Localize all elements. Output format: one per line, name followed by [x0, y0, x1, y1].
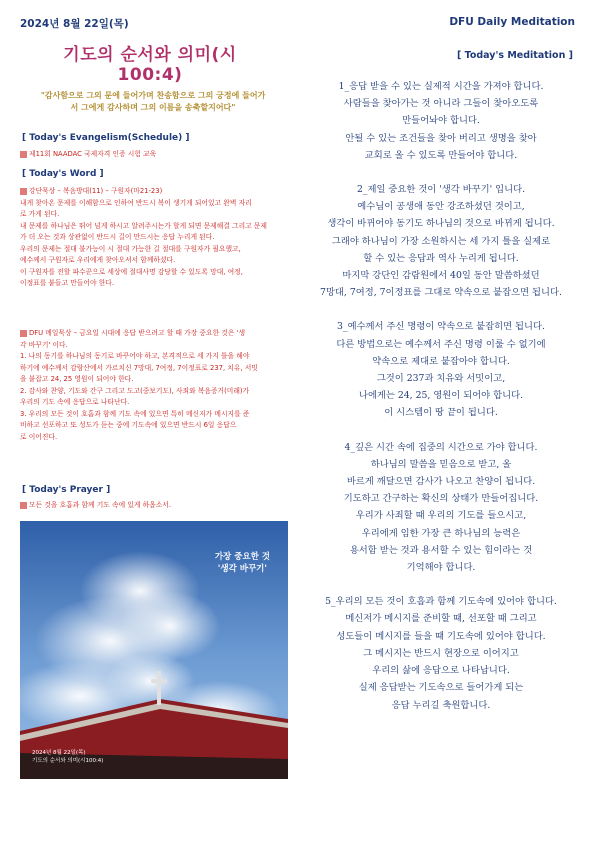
word-line: 내게 찾아온 문제를 이해함으로 인하여 반드시 복이 생기게 되어있고 완벽 자리: [20, 198, 252, 207]
meditation-line: 마지막 강단인 감람원에서 40일 동안 말씀하셨던: [342, 270, 540, 282]
meditation-line: 그것이 237과 치유와 서밋이고,: [376, 373, 506, 385]
word-line: 2. 감사와 찬양, 기도와 간구 그리고 도고(중보기도), 사죄와 복음증거(미래)가: [20, 386, 250, 395]
meditation-paragraph-2: [300, 181, 582, 301]
header-date: 2024년 8월 22일(목): [20, 18, 129, 30]
word-item-1: [20, 186, 290, 290]
header-brand: DFU Daily Meditation: [449, 16, 575, 28]
bullet-square-icon: [20, 151, 27, 158]
page-title: 기도의 순서와 의미(시100:4): [63, 45, 237, 85]
meditation-body: [300, 78, 582, 731]
evangelism-text: [20, 149, 290, 161]
meditation-line: 2_제일 중요한 것이 '생각 바꾸기' 입니다.: [356, 184, 526, 196]
meditation-paragraph-4: [300, 439, 582, 577]
meditation-line: 메신저가 메시지를 준비할 때, 선포할 때 그리고: [345, 613, 537, 625]
meditation-line: 기도하고 간구하는 확신의 상태가 만들어집니다.: [343, 493, 539, 505]
meditation-line: 7망대, 7여정, 7이정표를 그대로 약속으로 붙잡으면 됩니다.: [320, 287, 562, 299]
bullet-square-icon: [20, 188, 27, 195]
word-line: 이 구원자를 전할 파수꾼으로 세상에 절대사명 감당할 수 있도록 망대, 여정,: [20, 267, 243, 276]
meditation-line: 이 시스템이 땅 끝이 됩니다.: [384, 407, 498, 419]
meditation-heading: [ Today's Meditation ]: [456, 50, 573, 61]
word-line: 하기에 예수께서 감람산에서 가르치신 7망대, 7여정, 7이정표로 237, 치유, 서밋: [20, 363, 258, 372]
meditation-line: 실제 응답받는 기도속으로 들어가게 되는: [358, 682, 524, 694]
meditation-line: 하나님의 말씀을 믿음으로 받고, 올: [370, 458, 512, 470]
word-line: 우리의 기도 속에 응답으로 나타난다.: [20, 398, 130, 406]
meditation-line: 예수님이 공생애 동안 강조하셨던 것이고,: [357, 201, 525, 213]
scripture-quote: [22, 90, 284, 114]
meditation-paragraph-1: [300, 78, 582, 164]
word-line: 을 붙잡고 24, 25 영원이 되어야 한다.: [20, 375, 134, 383]
meditation-line: 기억해야 합니다.: [406, 562, 476, 574]
meditation-line: 우리의 삶에 응답으로 나타납니다.: [372, 665, 510, 677]
meditation-line: 교회로 올 수 있도록 만들어야 합니다.: [364, 149, 518, 161]
meditation-paragraph-5: [300, 593, 582, 713]
word-line: 3. 우리의 모든 것이 호흡과 함께 기도 속에 있으면 특히 메신저가 메시지를 준: [20, 409, 250, 418]
word-line: DFU 메일묵상 – 금요일 시대에 응답 받으려고 할 때 가장 중요한 것은 '생: [29, 329, 246, 337]
word-line: 1. 나의 동기를 하나님의 동기로 바꾸어야 하고, 본격적으로 세 가지 틀을 해야: [20, 352, 250, 360]
sky-photo: [20, 521, 288, 779]
meditation-line: 다른 방법으로는 예수께서 주신 명령 이룰 수 없기에: [336, 338, 546, 350]
meditation-line: 우리에게 임한 가장 큰 하나님의 능력은: [361, 527, 521, 539]
photo-credit-line: 기도의 순서와 의미(시100:4): [32, 758, 104, 764]
photo-caption-line: 가장 중요한 것: [214, 552, 270, 562]
meditation-line: 바르게 깨달으면 감사가 나오고 찬양이 됩니다.: [346, 476, 536, 488]
meditation-line: 성도들이 메시지를 들을 때 기도속에 있어야 합니다.: [336, 630, 546, 642]
evangelism-label: 제11회 NAADAC 국제자격 인증 시험 교육: [29, 150, 157, 158]
word-line: 가 더 오는 것과 상관없이 반드시 길이 만드시는 응답 누리게 된다.: [20, 233, 215, 241]
meditation-line: 나에게는 24, 25, 영원이 되어야 합니다.: [358, 390, 524, 402]
photo-caption: [215, 551, 270, 575]
meditation-line: 할 수 있는 응답과 역사 누리게 됩니다.: [363, 252, 519, 264]
word-line: 로 가게 된다.: [20, 210, 60, 218]
meditation-line: 3_예수께서 주신 명령이 약속으로 붙잡히면 됩니다.: [337, 321, 545, 333]
bullet-square-icon: [20, 502, 27, 509]
word-line: 내 문제를 하나님은 뛰어 넘게 하시고 알려주시는가 할게 되면 문제해결 그리고 문제: [20, 221, 268, 230]
meditation-line: 용서함 받는 것과 용서할 수 있는 힘이라는 것: [349, 544, 533, 556]
quote-line: 서 그에게 감사하며 그의 이름을 송축할지어다": [70, 103, 236, 112]
photo-credit-line: 2024년 8월 22일(목): [32, 750, 86, 756]
photo-caption-line: '생각 바꾸기': [217, 564, 268, 574]
quote-line: "감사함으로 그의 문에 들어가며 찬송함으로 그의 궁정에 들어가: [40, 91, 266, 100]
word-line: 이정표를 붙들고 만들어야 한다.: [20, 279, 114, 287]
prayer-heading: [ Today's Prayer ]: [22, 485, 111, 495]
evangelism-heading: [ Today's Evangelism(Schedule) ]: [22, 133, 190, 143]
meditation-line: 안될 수 있는 조건들을 찾아 버리고 생명을 찾아: [345, 132, 537, 144]
meditation-line: 1_응답 받을 수 있는 실제적 시간을 가져야 합니다.: [338, 81, 544, 92]
meditation-paragraph-3: [300, 318, 582, 421]
word-line: 예수께서 구원자로 우리에게 찾아오셔서 함께하셨다.: [20, 256, 176, 264]
meditation-line: 약속으로 제대로 붙잡아야 합니다.: [372, 355, 510, 367]
word-line: 우리의 문제는 절대 불가능이 시 절대 가능한 길 절대를 구원자가 필요했고,: [20, 244, 241, 253]
word-line: 각 바꾸기' 이다.: [20, 340, 68, 349]
meditation-line: 4_깊은 시간 속에 집중의 시간으로 가야 합니다.: [344, 441, 538, 453]
meditation-line: 응답 누리길 축원합니다.: [391, 699, 491, 711]
prayer-text: [20, 500, 290, 512]
meditation-line: 생각이 바뀌어야 동기도 하나님의 것으로 바뀌게 됩니다.: [327, 218, 555, 230]
photo-credit: [32, 749, 103, 765]
meditation-line: 그래야 하나님이 가장 소원하시는 세 가지 틀을 실제로: [331, 235, 551, 247]
meditation-line: 사람들을 찾아가는 것 아니라 그들이 찾아오도록: [343, 98, 539, 110]
meditation-line: 만들어놔야 합니다.: [402, 115, 480, 127]
word-heading: [ Today's Word ]: [22, 169, 104, 179]
word-line: 로 이어진다.: [20, 432, 58, 441]
word-line: 비하고 선포하고 또 성도가 듣는 중에 기도속에 있으면 반드시 6일 응답으: [20, 421, 237, 429]
meditation-line: 5_우리의 모든 것이 호흡과 함께 기도속에 있어야 합니다.: [325, 596, 557, 608]
word-item-2: [20, 328, 290, 443]
bullet-square-icon: [20, 330, 27, 337]
word-line: 강단묵상 – 복음방대(11) – 구원자(마21-23): [29, 187, 163, 195]
prayer-label: 모든 것을 호흡과 함께 기도 속에 있게 하옵소서.: [29, 501, 172, 509]
meditation-line: 우리가 사죄할 때 우리의 기도를 들으시고,: [355, 510, 527, 522]
meditation-line: 그 메시지는 반드시 현장으로 이어지고: [363, 647, 519, 659]
